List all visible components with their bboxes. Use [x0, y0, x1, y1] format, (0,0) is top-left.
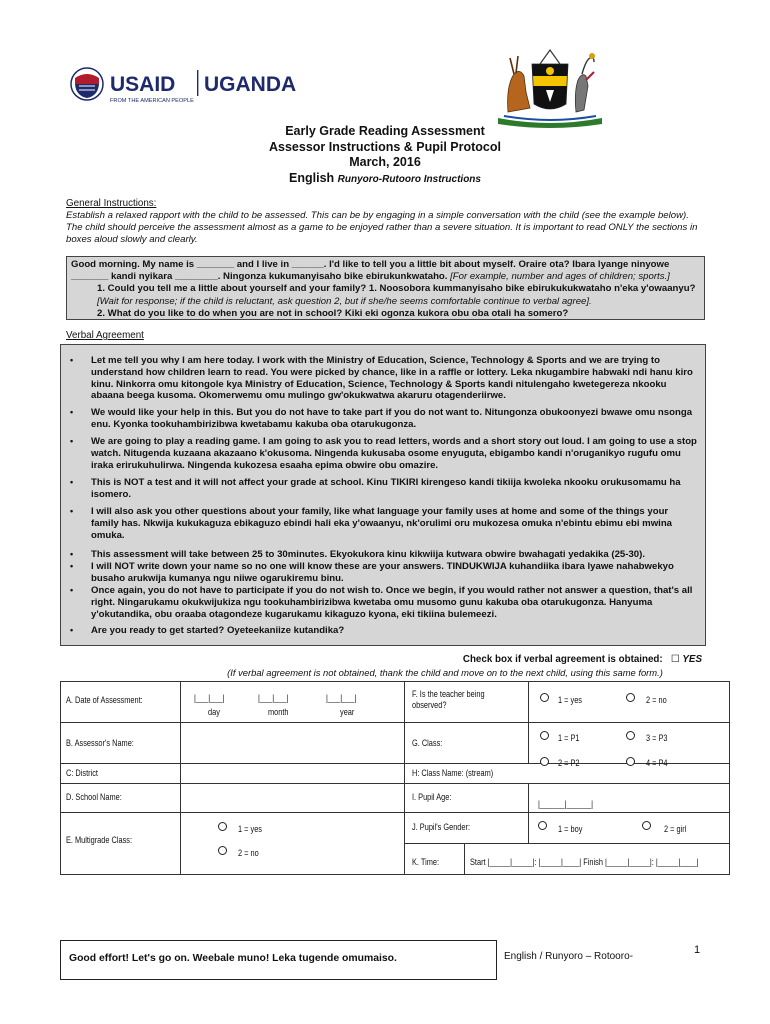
bullet-icon: • — [70, 407, 74, 417]
form-row-divider — [60, 783, 730, 784]
verbal-agreement-heading: Verbal Agreement — [66, 330, 144, 341]
gender-boy-label: 1 = boy — [558, 824, 583, 834]
form-col-divider — [528, 783, 529, 843]
pupil-age-label: I. Pupil Age: — [412, 792, 452, 802]
teacher-observed-label-1: F. Is the teacher being — [412, 689, 485, 699]
verbal-bullet-8: Once again, you do not have to participate if you do not wish to. Once we begin, if you would rather not answer a question, that's all right. Ningarukamu okukwijukiza ngu tookuhambirizibwa kwetaba omu musomo gunu kakuba oba otarukugonza. Hanyuma y'okutandika, obu oraaba otagondeze kugarukamu kikaguzo kyona, eki tikiina bulemeezi. — [91, 585, 693, 620]
class-p3-label: 3 = P3 — [646, 733, 668, 743]
greeting-line-2 — [71, 283, 700, 307]
multigrade-label: E. Multigrade Class: — [66, 835, 133, 845]
footer-encouragement-box: Good effort! Let's go on. Weebale muno! Leka tugende omumaiso. — [60, 940, 497, 980]
check-instruction: (If verbal agreement is not obtained, thank the child and move on to the next child, using this same form.) — [227, 667, 663, 678]
day-caption: day — [208, 707, 220, 717]
title-line-2: Assessor Instructions & Pupil Protocol — [269, 139, 501, 154]
agreement-checkbox[interactable]: ☐ — [670, 654, 680, 665]
assessor-name-label: B. Assessor's Name: — [66, 738, 134, 748]
form-col-divider — [180, 681, 181, 874]
greeting-box — [66, 256, 705, 320]
verbal-agreement-box — [60, 344, 706, 646]
form-col-divider — [404, 681, 405, 874]
usaid-tagline: FROM THE AMERICAN PEOPLE — [110, 98, 194, 104]
gender-girl-label: 2 = girl — [664, 824, 687, 834]
page-number: 1 — [694, 944, 701, 956]
title-language: English — [289, 170, 335, 185]
bullet-icon: • — [70, 625, 74, 635]
date-label: A. Date of Assessment: — [66, 695, 143, 705]
verbal-bullet-3: We are going to play a reading game. I am going to ask you to read letters, words and a short story out loud. I am going to use a stop watch. Nitugenda kuzaana akazaano k'okusoma. Ningenda kukusaba osome enyuguta, ebigambo kandi n'oruganikyo rugufu omu iraka erirukuhulirwa. Ningenda kukozesa esaaha epima obwire obu omazire. — [91, 436, 697, 471]
document-title-block — [0, 124, 770, 187]
usaid-text: USAID — [110, 73, 176, 96]
general-instructions-text: Establish a relaxed rapport with the child to be assessed. This can be by engaging in a simple conversation with the child (see the example below). The child should perceive the assessment almost as a game to be enjoyed rather than a severe situation. It is important to read ONLY the sections in boxes aloud slowly and clearly. — [66, 210, 698, 245]
multigrade-yes-radio[interactable] — [218, 822, 227, 831]
class-row-2-clip — [529, 753, 728, 768]
verbal-bullet-1: Let me tell you why I am here today. I work with the Ministry of Education, Science, Technology & Sports and we are trying to understand how children learn to read. You were picked by chance, like in a raffle or lottery. Leka nkugambire habwaki ndi hanu kiro kinu. Ninkorra omu kitongole kya Ministry of Education, Science, Technology & Sports kandi nitulengaho kwetegereza nkooku abaana beega kusoma. Okomerwemu omu mulingo gw'okukwatwa akaruru otagenderiirwe. — [91, 355, 693, 402]
class-p1-radio[interactable] — [540, 731, 549, 740]
check-label: Check box if verbal agreement is obtained: — [462, 654, 663, 665]
greeting-line-3: 2. What do you like to do when you are not in school? Kiki eki ogonza kukora obu oba otali ha somero? — [97, 307, 569, 319]
footer-language-label: English / Runyoro – Rotooro- — [504, 951, 633, 962]
title-language-sub: Runyoro-Rutooro Instructions — [337, 173, 481, 185]
title-line-4 — [0, 171, 770, 188]
bullet-icon: • — [70, 549, 74, 559]
pupil-gender-label: J. Pupil's Gender: — [412, 822, 471, 832]
form-border-left — [60, 681, 61, 874]
district-field[interactable] — [190, 765, 354, 781]
greeting-line-1 — [71, 259, 700, 283]
school-name-field[interactable] — [190, 787, 354, 809]
observed-no-radio[interactable] — [626, 693, 635, 702]
assessor-name-field[interactable] — [190, 733, 354, 755]
class-p3-radio[interactable] — [626, 731, 635, 740]
multigrade-no-radio[interactable] — [218, 846, 227, 855]
class-p4-radio[interactable] — [626, 757, 635, 766]
form-border-bottom — [60, 874, 730, 875]
class-label: G. Class: — [412, 738, 443, 748]
day-field[interactable]: |___|___| — [194, 693, 225, 703]
observed-yes-radio[interactable] — [540, 693, 549, 702]
class-p1-label: 1 = P1 — [558, 733, 580, 743]
bullet-icon: • — [70, 561, 74, 571]
verbal-bullet-6: This assessment will take between 25 to 30minutes. Ekyokukora kinu kikwiija kutwara obwire bwahagati yedakika (25-30). — [91, 549, 645, 560]
observed-yes-label: 1 = yes — [558, 695, 583, 705]
bullet-icon: • — [70, 436, 74, 446]
verbal-agreement-check-line — [0, 654, 702, 665]
verbal-bullet-5: I will also ask you other questions about your family, like what language your family uses at home and some of the things your family has. Nkwija kukukaguza ebikaguzo ebindi hali eka y'owaanyu, nk'orulimi oru mukozesa omuka n'ebintu ebimu ebi mwina omuka. — [91, 506, 673, 541]
teacher-observed-label-2: observed? — [412, 700, 447, 710]
greeting-text-1: Good morning. My name is _______ and I live in ______. I'd like to tell you a little bit about myself. Oraire ota? Ibara lyange ninyowe _______ kandi nyikara ________. Ningonza kukumanyisaho bike ebirukunkwataho. — [71, 259, 670, 283]
multigrade-yes-label: 1 = yes — [238, 824, 263, 834]
class-p2-radio[interactable] — [540, 757, 549, 766]
school-name-label: D. School Name: — [66, 792, 122, 802]
form-col-divider — [464, 843, 465, 874]
class-p4-label: 4 = P4 — [646, 758, 668, 768]
general-instructions-heading: General Instructions: — [66, 198, 157, 209]
year-caption: year — [340, 707, 355, 717]
gender-girl-radio[interactable] — [642, 821, 651, 830]
form-border-top — [60, 681, 730, 682]
verbal-bullet-9: Are you ready to get started? Oyeteekaniize kutandika? — [91, 625, 345, 636]
verbal-bullet-4: This is NOT a test and it will not affect your grade at school. Kinu TIKIRI kirengeso kandi tikiija kwoleka nkooku orukusomamu ha isomero. — [91, 477, 681, 500]
usaid-uganda-logo — [70, 66, 325, 106]
form-col-divider — [528, 681, 529, 763]
year-field[interactable]: |___|___| — [326, 693, 357, 703]
time-label: K. Time: — [412, 857, 440, 867]
pupil-age-field[interactable]: |______|______| — [538, 799, 594, 809]
verbal-bullet-7: I will NOT write down your name so no one will know these are your answers. TINDUKWIJA kuhandiika ibara lyawe nahabwekyo busaho arukwija kumanya ngu niiwe ogarukiremu binu. — [91, 561, 674, 584]
month-field[interactable]: |___|___| — [258, 693, 289, 703]
form-row-divider — [404, 843, 730, 844]
greeting-note-2: [Wait for response; if the child is reluctant, ask question 2, but if she/he seems comfortable continue to verbal agree]. — [97, 295, 592, 307]
verbal-bullet-2: We would like your help in this. But you do not have to take part if you do not want to. Nitungonza obukoonyezi bwawe omu nsonga enu. Kyonka tookuhambirizibwa kwetabamu kakuba oba otarukugonza. — [91, 407, 693, 430]
form-row-divider — [60, 722, 730, 723]
assessment-form-table — [60, 681, 730, 874]
class-name-label: H: Class Name: (stream) — [412, 768, 494, 778]
bullet-icon: • — [70, 355, 74, 365]
form-border-right — [729, 681, 730, 874]
gender-boy-radio[interactable] — [538, 821, 547, 830]
bullet-icon: • — [70, 477, 74, 487]
class-p2-label: 2 = P2 — [558, 758, 580, 768]
month-caption: month — [268, 707, 289, 717]
form-row-divider — [60, 812, 730, 813]
greeting-note-1: [For example, number and ages of children; sports.] — [450, 271, 670, 283]
uganda-coat-of-arms-icon — [490, 46, 610, 128]
title-line-3: March, 2016 — [349, 155, 421, 169]
multigrade-no-label: 2 = no — [238, 848, 259, 858]
greeting-text-2: 1. Could you tell me a little about yourself and your family? 1. Noosobora kummanyisaho bike ebirukukukwataho n'eka y'owaanyu? — [97, 283, 696, 295]
bullet-icon: • — [70, 585, 74, 595]
bullet-icon: • — [70, 506, 74, 516]
uganda-text: UGANDA — [204, 73, 297, 96]
observed-no-label: 2 = no — [646, 695, 667, 705]
time-field[interactable]: Start |_____|_____|: |_____|____| Finish |_____|_____|: |_____|____| — [470, 857, 699, 867]
district-label: C: District — [66, 768, 98, 778]
title-line-1: Early Grade Reading Assessment — [285, 124, 485, 138]
check-yes-label: YES — [682, 654, 702, 665]
